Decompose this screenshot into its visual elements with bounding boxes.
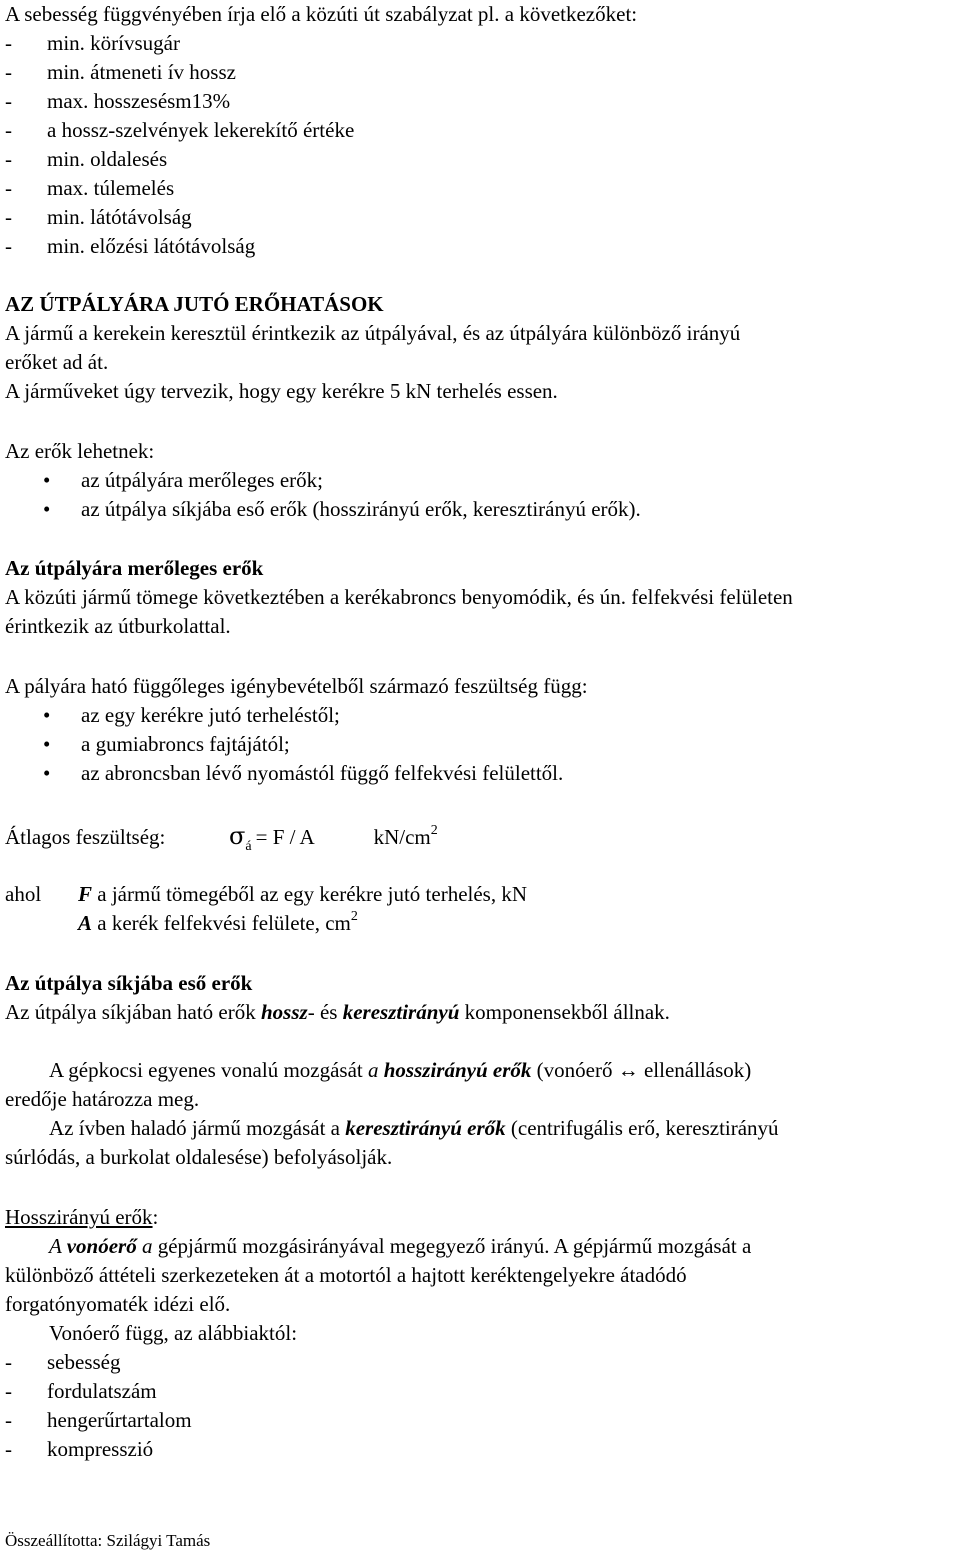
intro-item	[5, 116, 952, 145]
intro-item	[5, 145, 952, 174]
list-item	[5, 1435, 952, 1464]
intro-item-text: min. oldalesés	[47, 147, 168, 171]
where-label: ahol	[5, 882, 42, 906]
bullet-text: a gumiabroncs fajtájától;	[81, 732, 290, 756]
intro-item-text: min. látótávolság	[47, 205, 192, 229]
dash: -	[5, 31, 12, 55]
text-run: gépjármű mozgásirányával megegyező irányú. A gépjármű mozgását a	[152, 1234, 752, 1258]
dash: -	[5, 176, 12, 200]
paragraph-line: érintkezik az útburkolattal.	[5, 614, 231, 638]
bullet-icon	[5, 730, 81, 759]
plane-section	[5, 969, 952, 1027]
plane-paragraphs	[5, 1056, 952, 1172]
symbol-F: F	[78, 882, 93, 906]
paragraph-line	[5, 1114, 952, 1143]
intro-section	[5, 0, 952, 261]
bullet-item	[5, 759, 952, 788]
list-item	[5, 1406, 952, 1435]
dash: -	[5, 234, 12, 258]
bullet-icon	[5, 759, 81, 788]
area-superscript: 2	[350, 909, 358, 924]
list-item	[5, 1348, 952, 1377]
text-run: (vonóerő ↔ ellenállások)	[531, 1058, 752, 1082]
paragraph-line: Az erők lehetnek:	[5, 439, 155, 463]
list-item-text: fordulatszám	[47, 1379, 157, 1403]
footer-credit: Összeállította: Szilágyi Tamás	[5, 1531, 211, 1550]
dash: -	[5, 1379, 12, 1403]
paragraph-line: A jármű a kerekein keresztül érintkezik az útpályával, és az útpályára különböző irányú	[5, 321, 741, 345]
formula-line	[5, 822, 952, 854]
list-item-text: hengerűrtartalom	[47, 1408, 192, 1432]
intro-item-text: min. körívsugár	[47, 31, 180, 55]
bullet-item	[5, 730, 952, 759]
emphasis: hossz	[261, 1000, 308, 1024]
intro-item	[5, 29, 952, 58]
emphasis: a	[136, 1234, 153, 1258]
dash: -	[5, 118, 12, 142]
unit-superscript: 2	[430, 823, 438, 838]
paragraph-line: erőket ad át.	[5, 350, 109, 374]
intro-item-text: min. átmeneti ív hossz	[47, 60, 236, 84]
long-section	[5, 1203, 952, 1464]
section-heading: AZ ÚTPÁLYÁRA JUTÓ ERŐHATÁSOK	[5, 292, 384, 316]
symbol-A-desc: a kerék felfekvési felülete, cm	[97, 911, 351, 935]
intro-item	[5, 174, 952, 203]
intro-line: A sebesség függvényében írja elő a közúti út szabályzat pl. a következőket:	[5, 2, 638, 26]
bullet-text: az útpályára merőleges erők;	[81, 468, 323, 492]
paragraph-line	[5, 1232, 952, 1261]
dash: -	[5, 1408, 12, 1432]
dash: -	[5, 89, 12, 113]
bullet-text: az egy kerékre jutó terheléstől;	[81, 703, 340, 727]
bullet-item	[5, 466, 952, 495]
emphasis: vonóerő	[66, 1234, 137, 1258]
bullet-text: az abroncsban lévő nyomástól függő felfekvési felülettől.	[81, 761, 564, 785]
where-block	[5, 880, 952, 938]
paragraph-line	[5, 1056, 952, 1085]
text-run: (centrifugális erő, keresztirányú	[505, 1116, 779, 1140]
intro-item	[5, 232, 952, 261]
emphasis: A	[49, 1234, 67, 1258]
dash: -	[5, 1350, 12, 1374]
bullet-text: az útpálya síkjába eső erők (hosszirányú erők, keresztirányú erők).	[81, 497, 641, 521]
paragraph-line: különböző áttételi szerkezeteken át a motortól a hajtott keréktengelyekre átadódó	[5, 1263, 687, 1287]
paragraph-line: A közúti jármű tömege következtében a kerékabroncs benyomódik, és ún. felfekvési felületen	[5, 585, 793, 609]
bullet-icon	[5, 495, 81, 524]
paragraph-line: forgatónyomaték idézi elő.	[5, 1292, 231, 1316]
text-run: komponensekből állnak.	[459, 1000, 670, 1024]
subheading: Hosszirányú erők	[5, 1205, 153, 1229]
list-item-text: kompresszió	[47, 1437, 154, 1461]
text-run: Az útpálya síkjában ható erők	[5, 1000, 261, 1024]
bullet-item	[5, 495, 952, 524]
intro-item-text: max. hosszesésm13%	[47, 89, 231, 113]
stress-deps	[5, 672, 952, 788]
text-run: Az ívben haladó jármű mozgását a	[49, 1116, 346, 1140]
forces-section	[5, 290, 952, 406]
dash: -	[5, 1437, 12, 1461]
subheading-line	[5, 1203, 952, 1232]
perp-section	[5, 554, 952, 641]
intro-item-text: min. előzési látótávolság	[47, 234, 256, 258]
intro-item-text: max. túlemelés	[47, 176, 175, 200]
text-run: - és	[307, 1000, 343, 1024]
text-run: A gépkocsi egyenes vonalú mozgását	[49, 1058, 368, 1082]
emphasis: a	[368, 1058, 379, 1082]
intro-item-text: a hossz-szelvények lekerekítő értéke	[47, 118, 355, 142]
formula-unit: kN/cm	[373, 825, 431, 849]
dash: -	[5, 60, 12, 84]
section-heading: Az útpályára merőleges erők	[5, 556, 264, 580]
paragraph-line: eredője határozza meg.	[5, 1087, 200, 1111]
paragraph-line: súrlódás, a burkolat oldalesése) befolyásolják.	[5, 1145, 393, 1169]
emphasis: keresztirányú	[342, 1000, 460, 1024]
dash: -	[5, 205, 12, 229]
symbol-A: A	[78, 911, 93, 935]
bullet-item	[5, 701, 952, 730]
colon: :	[152, 1205, 159, 1229]
intro-item	[5, 203, 952, 232]
dash: -	[5, 147, 12, 171]
bullet-icon	[5, 701, 81, 730]
formula-expression: = F / A	[255, 825, 315, 849]
sigma-symbol: σ	[229, 822, 246, 850]
section-heading: Az útpálya síkjába eső erők	[5, 971, 253, 995]
paragraph-line	[5, 998, 952, 1027]
list-item-text: sebesség	[47, 1350, 121, 1374]
formula-label: Átlagos feszültség:	[5, 825, 166, 849]
paragraph-line	[5, 1319, 952, 1348]
bullet-icon	[5, 466, 81, 495]
list-item	[5, 1377, 952, 1406]
intro-item	[5, 58, 952, 87]
paragraph-line: A járműveket úgy tervezik, hogy egy kerékre 5 kN terhelés essen.	[5, 379, 558, 403]
emphasis: keresztirányú erők	[345, 1116, 506, 1140]
symbol-F-desc: a jármű tömegéből az egy kerékre jutó terhelés, kN	[97, 882, 528, 906]
intro-item	[5, 87, 952, 116]
emphasis: hosszirányú erők	[383, 1058, 532, 1082]
sigma-subscript: á	[245, 839, 252, 854]
paragraph-line: A pályára ható függőleges igénybevételből származó feszültség függ:	[5, 674, 588, 698]
text-run: Vonóerő függ, az alábbiaktól:	[49, 1321, 298, 1345]
force-kinds	[5, 437, 952, 524]
